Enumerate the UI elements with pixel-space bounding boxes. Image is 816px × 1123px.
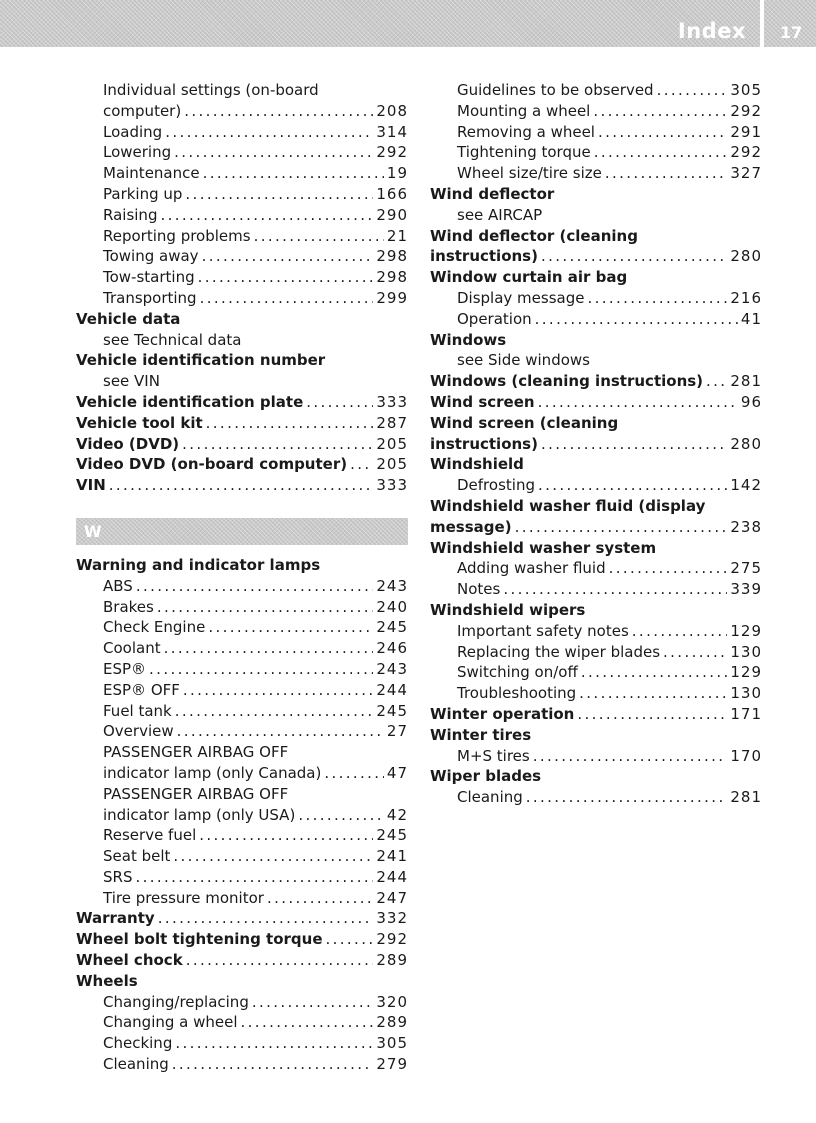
index-entry-label: Fuel tank: [103, 701, 172, 720]
index-entry-label: see VIN: [103, 372, 160, 391]
index-entry-label: Removing a wheel: [457, 122, 595, 141]
dot-leader: [109, 475, 374, 496]
index-entry-label: Important safety notes: [457, 621, 629, 640]
index-entry: [430, 496, 762, 517]
index-entry-page: 289: [376, 951, 408, 970]
index-entry-label: Changing/replacing: [103, 992, 249, 1011]
dot-leader: [157, 597, 374, 618]
dot-leader: [175, 701, 374, 722]
index-entry-page: 275: [730, 559, 762, 578]
index-entry: [76, 288, 408, 309]
index-entry: [76, 763, 408, 784]
index-entry-label: instructions): [430, 434, 538, 453]
index-entry-page: 245: [376, 701, 408, 720]
index-entry-label: Windshield: [430, 455, 524, 474]
index-entry: [430, 226, 762, 247]
index-entry: [76, 555, 408, 576]
index-entry: [430, 454, 762, 475]
index-entry: [76, 576, 408, 597]
index-entry-page: 166: [376, 184, 408, 203]
index-entry: [430, 475, 762, 496]
index-entry: [76, 434, 408, 455]
index-entry-label: Replacing the wiper blades: [457, 642, 661, 661]
index-entry: [76, 992, 408, 1013]
index-entry-page: 320: [376, 992, 408, 1011]
dot-leader: [533, 746, 728, 767]
index-entry: [76, 908, 408, 929]
index-entry-label: Brakes: [103, 597, 154, 616]
index-entry: [76, 350, 408, 371]
index-entry-label: M+S tires: [457, 746, 530, 765]
index-entry: [76, 392, 408, 413]
section-header-w: [76, 518, 408, 545]
dot-leader: [149, 659, 373, 680]
dot-leader: [177, 721, 384, 742]
index-entry: [76, 163, 408, 184]
dot-leader: [136, 576, 374, 597]
index-entry: [76, 680, 408, 701]
index-entry-label: Towing away: [103, 247, 199, 266]
index-entry: [430, 288, 762, 309]
index-entry-page: 287: [376, 413, 408, 432]
index-entry: [76, 80, 408, 101]
index-entry: [76, 122, 408, 143]
index-entry-label: Windshield washer system: [430, 538, 657, 557]
index-entry-label: Individual settings (on-board: [103, 81, 319, 99]
index-entry: [76, 659, 408, 680]
index-entry-page: 292: [376, 930, 408, 949]
index-entry: [76, 1054, 408, 1075]
dot-leader: [165, 122, 373, 143]
index-entry-page: 291: [730, 122, 762, 141]
dot-leader: [350, 454, 373, 475]
index-entry-label: see Side windows: [457, 351, 590, 370]
index-entry-label: Cleaning: [103, 1055, 169, 1074]
index-entry-label: Mounting a wheel: [457, 101, 591, 120]
dot-leader: [164, 638, 374, 659]
index-entry: [430, 330, 762, 351]
index-entry-label: Changing a wheel: [103, 1013, 238, 1032]
index-entry-label: Tire pressure monitor: [103, 888, 264, 907]
index-entry: [76, 267, 408, 288]
index-entry-page: 129: [730, 621, 762, 640]
index-entry-page: 19: [386, 164, 408, 183]
dot-leader: [184, 101, 373, 122]
index-entry-label: Winter tires: [430, 725, 532, 744]
index-entry: [76, 784, 408, 805]
index-entry-label: Raising: [103, 205, 158, 224]
dot-leader: [175, 1033, 373, 1054]
index-entry-page: 170: [730, 746, 762, 765]
index-entry-page: 21: [386, 226, 408, 245]
dot-leader: [298, 805, 384, 826]
index-entry-label: PASSENGER AIRBAG OFF: [103, 743, 289, 762]
index-entry: [76, 597, 408, 618]
dot-leader: [324, 763, 384, 784]
dot-leader: [158, 908, 374, 929]
index-entry-page: 280: [730, 247, 762, 266]
dot-leader: [538, 475, 727, 496]
dot-leader: [657, 80, 728, 101]
section-letter: W: [84, 521, 102, 541]
index-entry: [76, 246, 408, 267]
dot-leader: [241, 1012, 374, 1033]
index-entry-page: 238: [730, 517, 762, 536]
dot-leader: [160, 205, 373, 226]
index-entry-page: 240: [376, 597, 408, 616]
index-entry-label: SRS: [103, 867, 133, 886]
dot-leader: [538, 392, 738, 413]
index-entry: [430, 704, 762, 725]
index-entry-page: 42: [386, 805, 408, 824]
index-entry: [76, 971, 408, 992]
dot-leader: [203, 163, 384, 184]
dot-leader: [182, 434, 373, 455]
index-entry-label: Windshield wipers: [430, 600, 586, 619]
index-entry-page: 243: [376, 576, 408, 595]
index-entry-page: 171: [730, 704, 762, 723]
index-entry: [430, 683, 762, 704]
index-entry-page: 130: [730, 642, 762, 661]
index-entry: [430, 350, 762, 371]
index-entry-label: see Technical data: [103, 330, 242, 349]
dot-leader: [587, 288, 727, 309]
dot-leader: [199, 825, 373, 846]
index-entry-page: 292: [730, 143, 762, 162]
index-entry: [76, 454, 408, 475]
index-entry-page: 245: [376, 826, 408, 845]
index-entry-page: 244: [376, 867, 408, 886]
index-column-right: [430, 80, 762, 808]
index-entry: [76, 888, 408, 909]
index-entry-label: Maintenance: [103, 164, 200, 183]
header-bar: [0, 0, 760, 47]
index-entry-label: Vehicle tool kit: [76, 413, 203, 432]
index-entry: [76, 721, 408, 742]
index-entry-label: Tow-starting: [103, 268, 195, 287]
index-entry-page: 247: [376, 888, 408, 907]
index-entry: [430, 184, 762, 205]
index-entry: [76, 742, 408, 763]
dot-leader: [706, 371, 727, 392]
dot-leader: [541, 434, 727, 455]
index-entry-label: Cleaning: [457, 788, 523, 807]
dot-leader: [185, 184, 373, 205]
index-entry-label: Wheel bolt tightening torque: [76, 930, 323, 949]
index-entry: [430, 642, 762, 663]
dot-leader: [173, 846, 373, 867]
index-entry: [430, 662, 762, 683]
index-entry-label: ABS: [103, 576, 133, 595]
index-entry: [430, 142, 762, 163]
index-entry-label: Adding washer fluid: [457, 559, 606, 578]
index-entry-label: Winter operation: [430, 704, 575, 723]
index-entry-page: 333: [376, 392, 408, 411]
index-entry-page: 129: [730, 663, 762, 682]
index-entry-label: Reporting problems: [103, 226, 251, 245]
index-entry-label: Video DVD (on-board computer): [76, 455, 348, 474]
index-entry-label: Vehicle identification number: [76, 351, 326, 370]
dot-leader: [208, 617, 373, 638]
index-entry: [430, 122, 762, 143]
index-entry: [76, 142, 408, 163]
dot-leader: [252, 992, 374, 1013]
dot-leader: [174, 142, 373, 163]
index-entry: [430, 517, 762, 538]
index-entry-label: Video (DVD): [76, 434, 180, 453]
dot-leader: [515, 517, 728, 538]
index-entry-label: Windows: [430, 330, 507, 349]
dot-leader: [198, 267, 374, 288]
dot-leader: [186, 950, 374, 971]
dot-leader: [577, 704, 727, 725]
index-entry: [430, 101, 762, 122]
index-entry-label: indicator lamp (only USA): [103, 805, 296, 824]
dot-leader: [267, 888, 373, 909]
index-entry-label: Checking: [103, 1034, 173, 1053]
dot-leader: [579, 683, 727, 704]
index-entry-label: ESP®: [103, 659, 147, 678]
index-entry: [76, 1033, 408, 1054]
index-entry-page: 246: [376, 639, 408, 658]
index-entry: [76, 184, 408, 205]
index-column-left: [76, 80, 408, 1075]
index-entry-page: 279: [376, 1055, 408, 1074]
dot-leader: [526, 787, 728, 808]
index-entry-label: Warranty: [76, 909, 155, 928]
dot-leader: [202, 246, 374, 267]
dot-leader: [535, 309, 738, 330]
dot-leader: [503, 579, 727, 600]
index-entry-page: 298: [376, 247, 408, 266]
index-entry-label: Wheel chock: [76, 951, 183, 970]
index-entry-label: Wind screen: [430, 392, 535, 411]
index-entry-page: 332: [376, 909, 408, 928]
index-entry-label: message): [430, 517, 512, 536]
index-entry: [430, 558, 762, 579]
index-entry-label: Tightening torque: [457, 143, 591, 162]
index-entry-label: instructions): [430, 247, 538, 266]
index-entry-label: Wheels: [76, 971, 138, 990]
index-entry-label: Check Engine: [103, 618, 206, 637]
dot-leader: [581, 662, 728, 683]
index-entry: [430, 392, 762, 413]
index-entry-label: Wheel size/tire size: [457, 164, 602, 183]
index-entry: [76, 371, 408, 392]
index-entry-label: Reserve fuel: [103, 826, 197, 845]
index-entry-label: ESP® OFF: [103, 680, 180, 699]
dot-leader: [598, 122, 727, 143]
dot-leader: [135, 867, 373, 888]
index-entry: [430, 787, 762, 808]
index-entry-label: computer): [103, 101, 182, 120]
index-entry: [430, 746, 762, 767]
index-entry: [430, 434, 762, 455]
index-entry-page: 245: [376, 618, 408, 637]
index-entry-label: Wind screen (cleaning: [430, 413, 619, 432]
index-entry: [76, 929, 408, 950]
dot-leader: [541, 246, 727, 267]
index-entry-label: Lowering: [103, 143, 172, 162]
dot-leader: [609, 558, 728, 579]
index-entry: [76, 475, 408, 496]
index-entry: [430, 579, 762, 600]
index-entry-page: 327: [730, 164, 762, 183]
index-entry: [430, 600, 762, 621]
dot-leader: [594, 142, 728, 163]
index-entry-page: 298: [376, 268, 408, 287]
index-entry-page: 216: [730, 288, 762, 307]
index-entry-page: 208: [376, 101, 408, 120]
dot-leader: [306, 392, 373, 413]
index-entry-page: 333: [376, 476, 408, 495]
dot-leader: [593, 101, 727, 122]
index-entry: [76, 846, 408, 867]
index-entry-label: Vehicle data: [76, 309, 181, 328]
index-entry-page: 314: [376, 122, 408, 141]
index-entry-label: Overview: [103, 722, 174, 741]
dot-leader: [183, 680, 373, 701]
index-entry: [76, 309, 408, 330]
index-entry-page: 205: [376, 434, 408, 453]
index-entry-page: 305: [730, 81, 762, 99]
index-entry-page: 305: [376, 1034, 408, 1053]
index-entry-label: Vehicle identification plate: [76, 392, 304, 411]
index-entry-label: Window curtain air bag: [430, 268, 628, 287]
index-entry-page: 130: [730, 684, 762, 703]
index-entry-page: 289: [376, 1013, 408, 1032]
index-entry-label: Operation: [457, 309, 532, 328]
index-entry: [76, 226, 408, 247]
index-entry-page: 47: [386, 763, 408, 782]
index-entry-page: 299: [376, 288, 408, 307]
index-entry-page: 281: [730, 788, 762, 807]
index-entry-label: see AIRCAP: [457, 205, 543, 224]
index-entry-page: 292: [376, 143, 408, 162]
index-entry: [430, 246, 762, 267]
dot-leader: [200, 288, 374, 309]
index-entry-page: 281: [730, 372, 762, 391]
index-entry-label: Guidelines to be observed: [457, 81, 654, 99]
index-entry: [430, 538, 762, 559]
index-entry: [76, 1012, 408, 1033]
index-entry-page: 27: [386, 722, 408, 741]
index-entry: [76, 101, 408, 122]
index-list-w-continued: [430, 80, 762, 808]
index-entry: [430, 309, 762, 330]
index-entry: [76, 825, 408, 846]
index-entry-label: Defrosting: [457, 476, 535, 495]
index-entry-label: indicator lamp (only Canada): [103, 763, 322, 782]
dot-leader: [632, 621, 728, 642]
index-entry-label: Windshield washer fluid (display: [430, 496, 706, 515]
index-entry-page: 142: [730, 476, 762, 495]
index-entry-label: Switching on/off: [457, 663, 578, 682]
page-title: Index: [677, 19, 746, 43]
index-entry-page: 96: [740, 392, 762, 411]
index-entry: [76, 617, 408, 638]
index-entry: [430, 80, 762, 101]
index-entry-page: 244: [376, 680, 408, 699]
index-entry: [430, 413, 762, 434]
index-entry-page: 292: [730, 101, 762, 120]
index-entry-label: Notes: [457, 580, 501, 599]
index-entry-page: 280: [730, 434, 762, 453]
index-list-w: [76, 555, 408, 1075]
index-entry-label: Wind deflector: [430, 184, 555, 203]
index-entry: [430, 163, 762, 184]
index-entry-label: Warning and indicator lamps: [76, 555, 321, 574]
index-entry-page: 339: [730, 580, 762, 599]
dot-leader: [206, 413, 374, 434]
index-entry: [430, 267, 762, 288]
index-entry-label: Transporting: [103, 288, 197, 307]
index-entry-label: Parking up: [103, 184, 183, 203]
index-entry-label: Wiper blades: [430, 767, 542, 786]
index-entry-page: 41: [740, 309, 762, 328]
index-entry: [76, 701, 408, 722]
index-entry-page: 290: [376, 205, 408, 224]
index-entry: [430, 766, 762, 787]
index-entry-label: Windows (cleaning instructions): [430, 372, 704, 391]
dot-leader: [326, 929, 374, 950]
page-number-box: [764, 0, 816, 47]
index-entry-page: 241: [376, 847, 408, 866]
index-entry: [76, 638, 408, 659]
index-entry-label: Coolant: [103, 639, 161, 658]
index-entry: [430, 621, 762, 642]
index-entry-page: 205: [376, 455, 408, 474]
index-entry-label: Troubleshooting: [457, 684, 577, 703]
index-entry-page: 243: [376, 659, 408, 678]
dot-leader: [172, 1054, 374, 1075]
dot-leader: [663, 642, 727, 663]
index-entry: [76, 867, 408, 888]
index-entry: [430, 205, 762, 226]
index-entry: [76, 805, 408, 826]
index-entry-label: VIN: [76, 476, 106, 495]
index-entry: [76, 950, 408, 971]
index-entry: [430, 371, 762, 392]
index-entry-label: Loading: [103, 122, 163, 141]
index-entry-label: Seat belt: [103, 847, 171, 866]
index-entry: [76, 330, 408, 351]
index-entry-label: Display message: [457, 288, 585, 307]
index-entry: [76, 413, 408, 434]
index-entry-label: Wind deflector (cleaning: [430, 226, 638, 245]
index-entry-label: PASSENGER AIRBAG OFF: [103, 784, 289, 803]
dot-leader: [254, 226, 384, 247]
index-entry: [76, 205, 408, 226]
index-entry: [430, 725, 762, 746]
dot-leader: [605, 163, 728, 184]
page-number: 17: [780, 23, 803, 42]
index-list-v: [76, 80, 408, 496]
